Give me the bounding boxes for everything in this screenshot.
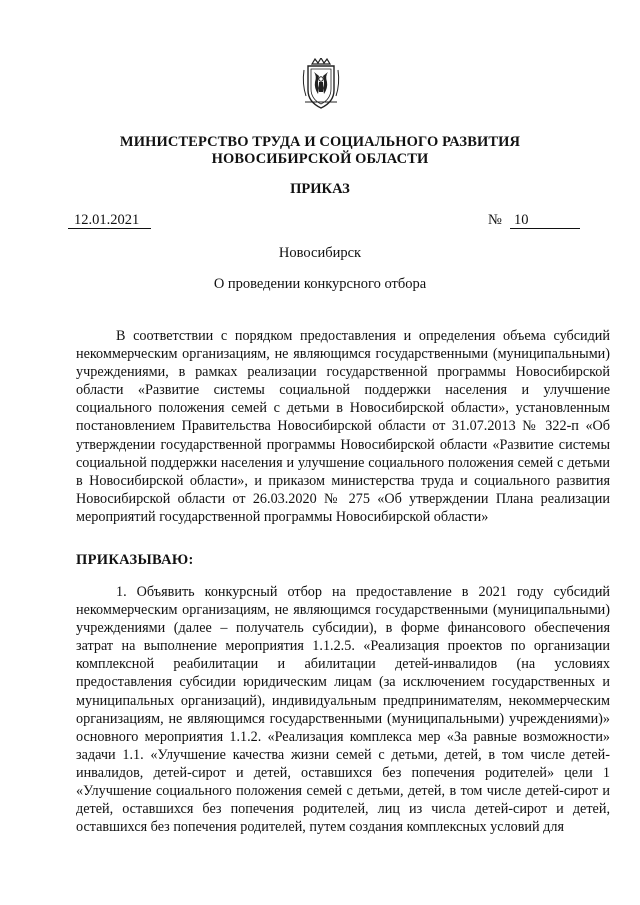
ministry-name-line2: НОВОСИБИРСКОЙ ОБЛАСТИ [211,151,429,167]
preamble-paragraph: В соответствии с порядком предоставления и определения объема субсидий некоммерческим организациям, не являющимся государственными (муниципальными) учреждениями, в рамках реализации государственной программы Новосибирской области «Развитие системы социальной поддержки населения и улучшение социального положения семей с детьми в Новосибирской области», установленным постановлением Правительства Новосибирской области от 31.07.2013 № 322-п «Об утверждении государственной программы Новосибирской области «Развитие системы социальной поддержки населения и улучшение социального положения семей с детьми в Новосибирской области», и приказом министерства труда и социального развития Новосибирской области от 26.03.2020 № 275 «Об утверждении Плана реализации мероприятий государственной программы Новосибирской области» [76,328,610,525]
order-number: 10 [510,212,580,229]
document-type-title: ПРИКАЗ [290,181,350,197]
order-date: 12.01.2021 [68,212,151,229]
order-subject: О проведении конкурсного отбора [213,276,427,292]
city-name: Новосибирск [278,245,362,261]
ministry-name-line1: МИНИСТЕРСТВО ТРУДА И СОЦИАЛЬНОГО РАЗВИТИЯ [119,134,521,150]
item-1-paragraph: 1. Объявить конкурсный отбор на предоставление в 2021 году субсидий некоммерческим организациям, не являющимся государственными (муниципальными) учреждениями (далее – получатель субсидии), в форме финансового обеспечения затрат на выполнение мероприятия 1.1.2.5. «Реализация проектов по организации комплексной реабилитации и абилитации детей-инвалидов (на условиях предоставления субсидии юридическим лицам (за исключением государственных и муниципальных организаций), индивидуальным предпринимателям, некоммерческим организациям, не являющимся государственными (муниципальными) учреждениями)» основного мероприятия 1.1.2. «Реализация комплекса мер «За равные возможности» задачи 1.1. «Улучшение качества жизни семей с детьми, детей, в том числе детей-инвалидов, детей-сирот и детей, оставшихся без попечения родителей» цели 1 «Улучшение социального положения семей с детьми, детей, в том числе детей-сирот и детей, оставшихся без попечения родителей, лиц из числа детей-сирот и детей, оставшихся без попечения родителей, путем создания комплексных условий для [76,584,610,836]
number-sign: № [488,212,502,228]
coat-of-arms-icon [300,58,342,110]
orders-heading: ПРИКАЗЫВАЮ: [76,552,194,568]
